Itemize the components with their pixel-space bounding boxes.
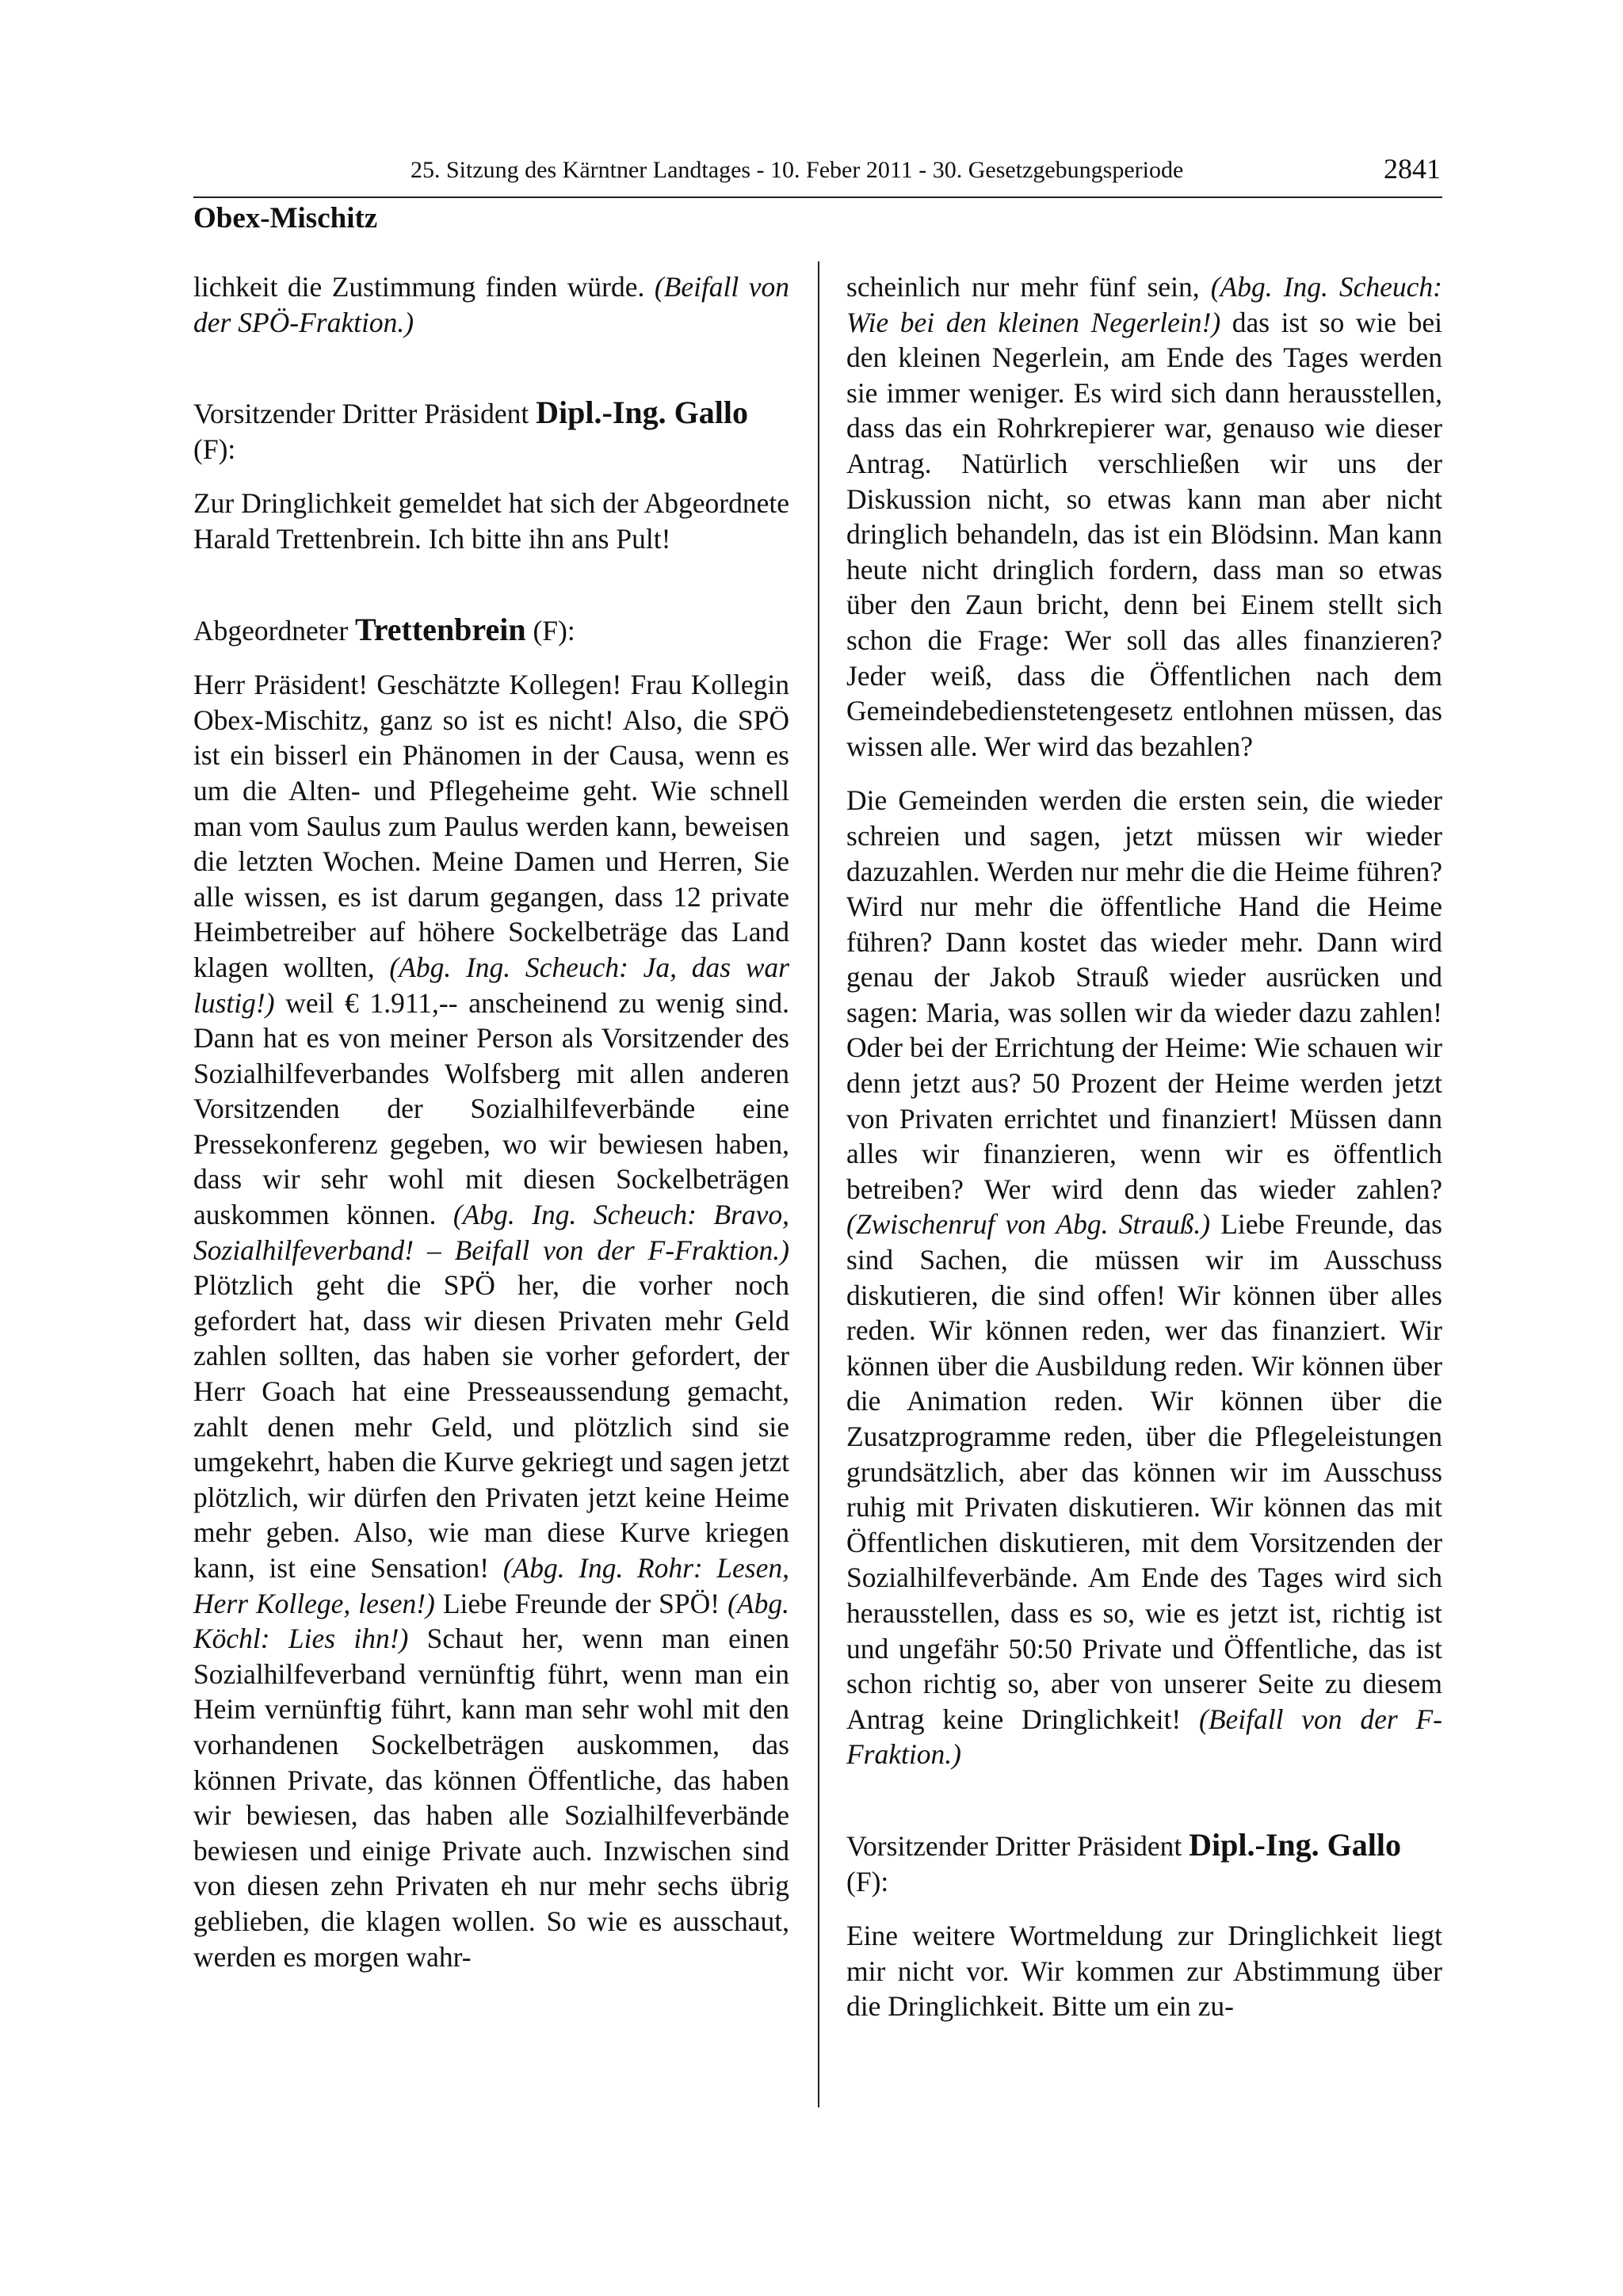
paragraph bbox=[193, 269, 789, 340]
interjection: (Zwischenruf von Abg. Strauß.) bbox=[846, 1208, 1211, 1241]
interjection: (Beifall von der F-Fraktion.) bbox=[846, 1703, 1442, 1771]
interjection: (Beifall von der SPÖ-Fraktion.) bbox=[193, 271, 789, 338]
interjection: (Abg. Ing. Scheuch: Wie bei den kleinen Negerlein!) bbox=[846, 271, 1442, 338]
text-run: Herr Präsident! Geschätzte Kollegen! Frau Kollegin Obex-Mischitz, ganz so ist es nicht! Also, die SPÖ ist ein bisserl ein Phänomen in der Causa, wenn es um die Alten- und Pflegeheime geht. Wie schnell man vom Saulus zum Paulus werden kann, beweisen die letzten Wochen. Meine Damen und Herren, Sie alle wissen, es ist darum gegangen, dass 12 private Heimbetreiber auf höhere Sockelbeträge das Land klagen wollten, bbox=[193, 669, 789, 983]
paragraph: Eine weitere Wortmeldung zur Dringlichkeit liegt mir nicht vor. Wir kommen zur Abstimmung über die Dringlichkeit. Bitte um ein zu- bbox=[846, 1920, 1442, 2023]
text-run: Die Gemeinden werden die ersten sein, die wieder schreien und sagen, jetzt müssen wir wieder dazuzahlen. Werden nur mehr die die Heime führen? Wird nur mehr die öffentliche Hand die Heime führen? Dann kostet das wieder mehr. Dann wird genau der Jakob Strauß wieder ausrücken und sagen: Maria, was sollen wir da wieder dazu zahlen! Oder bei der Errichtung der Heime: Wie schauen wir denn jetzt aus? 50 Prozent der Heime werden jetzt von Privaten errichtet und finanziert! Müssen dann alles wir finanzieren, wenn wir es öffentlich betreiben? Wer wird denn das wieder zahlen? bbox=[846, 784, 1442, 1205]
text-run: Schaut her, wenn man einen Sozialhilfeverband vernünftig führt, wenn man ein Heim vernünftig führt, kann man sehr wohl mit den vorhandenen Sockelbeträgen auskommen, das können Private, das können Öffentliche, das haben wir bewiesen, das haben alle Sozialhilfeverbände bewiesen und einige Private auch. Inzwischen sind von diesen zehn Privaten eh nur mehr sechs übrig geblieben, die klagen wollen. So wie es ausschaut, werden es morgen wahr- bbox=[193, 1623, 790, 1973]
speaker-heading bbox=[193, 395, 789, 467]
speaker-heading bbox=[193, 612, 789, 649]
column-divider bbox=[818, 261, 819, 2107]
right-column bbox=[846, 269, 1442, 2024]
paragraph bbox=[846, 783, 1442, 1772]
interjection: (Abg. Ing. Scheuch: Ja, das war lustig!) bbox=[193, 951, 789, 1019]
speaker-role: Vorsitzender Dritter Präsident bbox=[846, 1829, 1190, 1862]
text-run: Liebe Freunde der SPÖ! bbox=[434, 1587, 728, 1619]
speaker-role: Abgeordneter bbox=[193, 614, 356, 646]
page-number: 2841 bbox=[1384, 153, 1441, 185]
paragraph bbox=[846, 269, 1442, 764]
speaker-role: Vorsitzender Dritter Präsident bbox=[193, 398, 537, 430]
speaker-name: Trettenbrein bbox=[355, 611, 526, 647]
interjection: (Abg. Ing. Scheuch: Bravo, Sozialhilfeverband! – Beifall von der F-Fraktion.) bbox=[193, 1199, 789, 1266]
paragraph: Zur Dringlichkeit gemeldet hat sich der Abgeordnete Harald Trettenbrein. Ich bitte ihn ans Pult! bbox=[193, 487, 789, 555]
paragraph bbox=[193, 667, 789, 1974]
text-run: das ist so wie bei den kleinen Negerlein, am Ende des Tages werden sie immer weniger. Es wird sich dann herausstellen, dass das ein Rohrkrepierer war, genauso wie dieser Antrag. Natürlich verschließen wir uns der Diskussion nicht, so etwas kann man aber nicht dringlich behandeln, das ist ein Blödsinn. Man kann heute nicht dringlich fordern, dass man so etwas über den Zaun bricht, denn bei Einem stellt sich schon die Frage: Wer soll das alles finanzieren? Jeder weiß, dass die Öffentlichen nach dem Gemeindebedienstetengesetz entlohnen müssen, das wissen alle. Wer wird das bezahlen? bbox=[846, 306, 1442, 762]
text-run: scheinlich nur mehr fünf sein, bbox=[846, 271, 1211, 303]
running-speaker-tag: Obex-Mischitz bbox=[193, 202, 378, 235]
speaker-name: Dipl.-Ing. Gallo bbox=[1189, 1826, 1401, 1863]
header-rule bbox=[193, 196, 1442, 198]
text-run: Plötzlich geht die SPÖ her, die vorher noch gefordert hat, dass wir diesen Privaten mehr Geld zahlen sollten, das haben sie vorher gefordert, der Herr Goach hat eine Presseaussendung gemacht, zahlt denen mehr Geld, und plötzlich sind sie umgekehrt, haben die Kurve gekriegt und sagen jetzt plötzlich, wir dürfen den Privaten jetzt keine Heime mehr geben. Also, wie man diese Kurve kriegen kann, ist eine Sensation! bbox=[193, 1269, 789, 1584]
text-run: weil € 1.911,-- anscheinend zu wenig sind. Dann hat es von meiner Person als Vorsitzender des Sozialhilfeverbandes Wolfsberg mit allen anderen Vorsitzenden der Sozialhilfeverbände eine Pressekonferenz gegeben, wo wir bewiesen haben, dass wir sehr wohl mit diesen Sockelbeträgen auskommen können. bbox=[193, 986, 789, 1231]
text-run: lichkeit die Zustimmung finden würde. bbox=[193, 271, 655, 303]
header-session-info: 25. Sitzung des Kärntner Landtages - 10. Feber 2011 - 30. Gesetzgebungsperiode bbox=[411, 157, 1184, 183]
interjection: (Abg. Köchl: Lies ihn!) bbox=[193, 1587, 789, 1655]
speaker-party: (F): bbox=[525, 614, 575, 646]
speaker-name: Dipl.-Ing. Gallo bbox=[536, 395, 748, 431]
speaker-heading bbox=[846, 1828, 1442, 1899]
text-run: Liebe Freunde, das sind Sachen, die müssen wir im Ausschuss diskutieren, die sind offen! Wir können über alles reden. Wir können reden, wer das finanziert. Wir können über die Ausbildung reden. Wir können über die Animation reden. Wir können über die Zusatzprogramme reden, über die Pflegeleistungen grundsätzlich, aber das können wir im Ausschuss ruhig mit Privaten diskutieren. Wir können das mit Öffentlichen diskutieren, mit dem Vorsitzenden der Sozialhilfeverbände. Am Ende des Tages wird sich herausstellen, dass es so, wie es jetzt ist, richtig ist und ungefähr 50:50 Private und Öffentliche, das ist schon richtig so, aber von unserer Seite zu diesem Antrag keine Dringlichkeit! bbox=[846, 1208, 1442, 1735]
speaker-party: (F): bbox=[193, 433, 236, 465]
interjection: (Abg. Ing. Rohr: Lesen, Herr Kollege, lesen!) bbox=[193, 1552, 789, 1619]
left-column bbox=[193, 269, 789, 1974]
speaker-party: (F): bbox=[846, 1865, 889, 1897]
